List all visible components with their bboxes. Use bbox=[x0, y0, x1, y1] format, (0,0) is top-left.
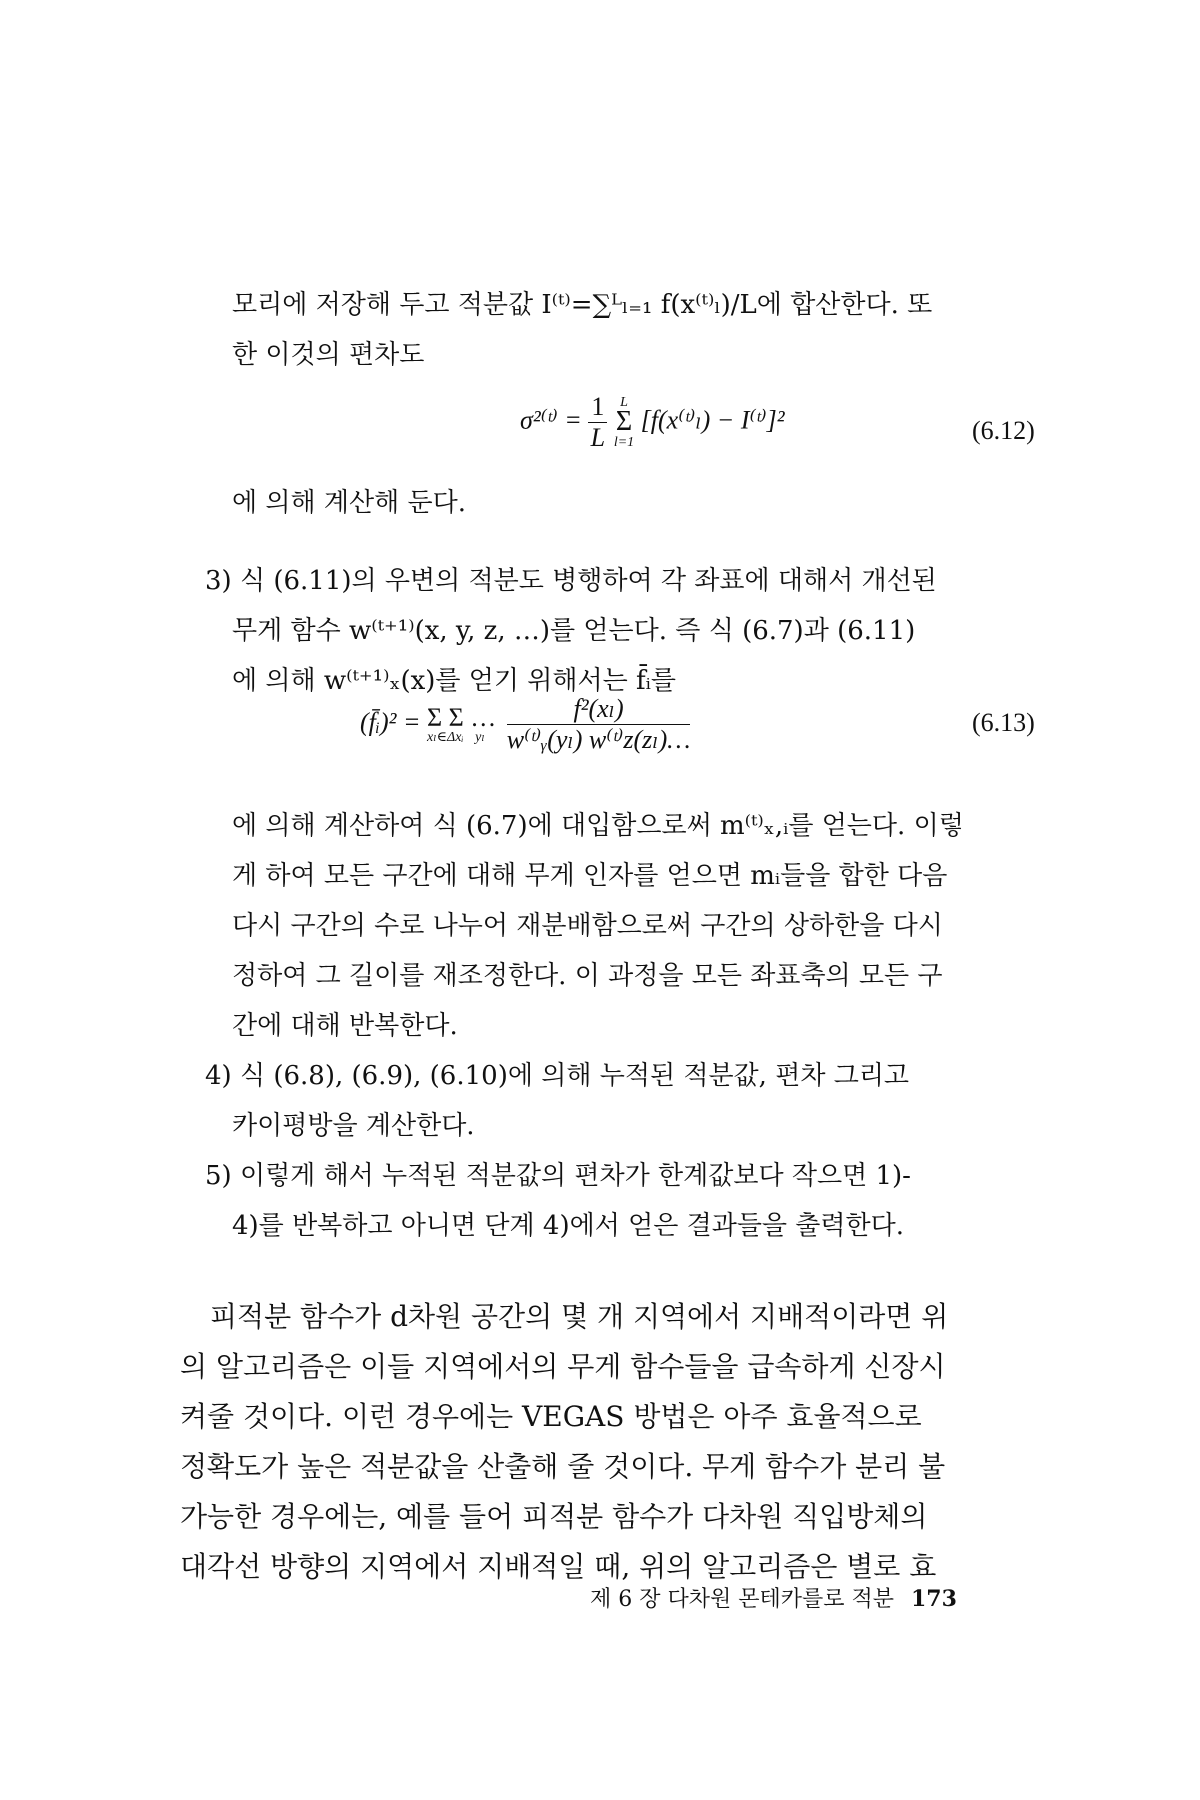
step4-line-1: 4) 식 (6.8), (6.9), (6.10)에 의해 누적된 적분값, 편차 그리고 bbox=[205, 1061, 910, 1091]
eq613-sums bbox=[427, 702, 497, 745]
eq612-sum-bottom: l=1 bbox=[613, 434, 635, 450]
after613-line-1: 에 의해 계산하여 식 (6.7)에 대입함으로써 m⁽ᵗ⁾ₓ,ᵢ를 얻는다. 이렇 bbox=[232, 811, 964, 841]
eq612-sum-symbol: Σ bbox=[615, 406, 633, 438]
footer-chapter: 제 6 장 다차원 몬테카를로 적분 bbox=[590, 1587, 894, 1612]
after613-line-5: 간에 대해 반복한다. bbox=[232, 1011, 458, 1041]
eq613-number: (6.13) bbox=[972, 708, 1035, 737]
eq612-number: (6.12) bbox=[972, 416, 1035, 445]
eq613-frac-den: w⁽ᵗ⁾ᵧ(yₗ) w⁽ᵗ⁾z(zₗ)… bbox=[506, 725, 691, 754]
eq612-fraction bbox=[588, 392, 607, 453]
step5-line-1: 5) 이렇게 해서 누적된 적분값의 편차가 한계값보다 작으면 1)- bbox=[205, 1161, 911, 1191]
intro-line-2: 한 이것의 편차도 bbox=[232, 340, 425, 370]
step3-line-1: 3) 식 (6.11)의 우변의 적분도 병행하여 각 좌표에 대해서 개선된 bbox=[205, 566, 937, 596]
eq613-lhs: (f̄ᵢ)² = bbox=[360, 707, 421, 737]
intro-line-1: 모리에 저장해 두고 적분값 I⁽ᵗ⁾=∑ᴸₗ₌₁ f(x⁽ᵗ⁾ₗ)/L에 합산한다. 또 bbox=[232, 290, 933, 320]
eq613-frac-num: f²(xₗ) bbox=[507, 694, 691, 725]
eq613-sum-sub-2: yₗ bbox=[475, 729, 485, 745]
after-eq612: 에 의해 계산해 둔다. bbox=[232, 488, 466, 518]
paragraph-line-2: 의 알고리즘은 이들 지역에서의 무게 함수들을 급속하게 신장시 bbox=[180, 1350, 946, 1383]
after613-line-3: 다시 구간의 수로 나누어 재분배함으로써 구간의 상하한을 다시 bbox=[232, 911, 943, 941]
step5-line-2: 4)를 반복하고 아니면 단계 4)에서 얻은 결과들을 출력한다. bbox=[232, 1211, 905, 1241]
eq612-lhs: σ²⁽ᵗ⁾ = bbox=[520, 405, 582, 435]
after613-line-2: 게 하여 모든 구간에 대해 무게 인자를 얻으면 mᵢ들을 합한 다음 bbox=[232, 861, 948, 891]
eq612-body: [f(x⁽ᵗ⁾ₗ) − I⁽ᵗ⁾]² bbox=[640, 405, 785, 435]
paragraph-line-1: 피적분 함수가 d차원 공간의 몇 개 지역에서 지배적이라면 위 bbox=[210, 1300, 949, 1333]
paragraph-line-3: 켜줄 것이다. 이런 경우에는 VEGAS 방법은 아주 효율적으로 bbox=[180, 1400, 922, 1433]
equation-6-13 bbox=[360, 694, 690, 755]
paragraph-line-4: 정확도가 높은 적분값을 산출해 줄 것이다. 무게 함수가 분리 불 bbox=[180, 1450, 946, 1483]
eq612-frac-num: 1 bbox=[588, 392, 607, 423]
paragraph-line-5: 가능한 경우에는, 예를 들어 피적분 함수가 다차원 직입방체의 bbox=[180, 1500, 928, 1533]
eq612-sum-top: L bbox=[620, 394, 628, 410]
equation-6-12 bbox=[520, 392, 785, 453]
step3-line-3: 에 의해 w⁽ᵗ⁺¹⁾ₓ(x)를 얻기 위해서는 f̄ᵢ를 bbox=[232, 666, 677, 696]
eq613-fraction bbox=[507, 694, 691, 755]
step4-line-2: 카이평방을 계산한다. bbox=[232, 1111, 475, 1141]
after613-line-4: 정하여 그 길이를 재조정한다. 이 과정을 모든 좌표축의 모든 구 bbox=[232, 961, 943, 991]
page-footer bbox=[590, 1582, 957, 1613]
eq613-sum-symbols: Σ Σ … bbox=[427, 702, 497, 732]
page-number: 173 bbox=[911, 1586, 957, 1612]
step3-line-2: 무게 함수 w⁽ᵗ⁺¹⁾(x, y, z, …)를 얻는다. 즉 식 (6.7)과 (6.11) bbox=[232, 616, 916, 646]
eq612-sum bbox=[614, 396, 634, 449]
eq613-sum-sub-1: xₗ∈Δxᵢ bbox=[427, 729, 464, 745]
eq612-frac-den: L bbox=[590, 423, 606, 452]
paragraph-line-6: 대각선 방향의 지역에서 지배적일 때, 위의 알고리즘은 별로 효 bbox=[180, 1550, 937, 1583]
